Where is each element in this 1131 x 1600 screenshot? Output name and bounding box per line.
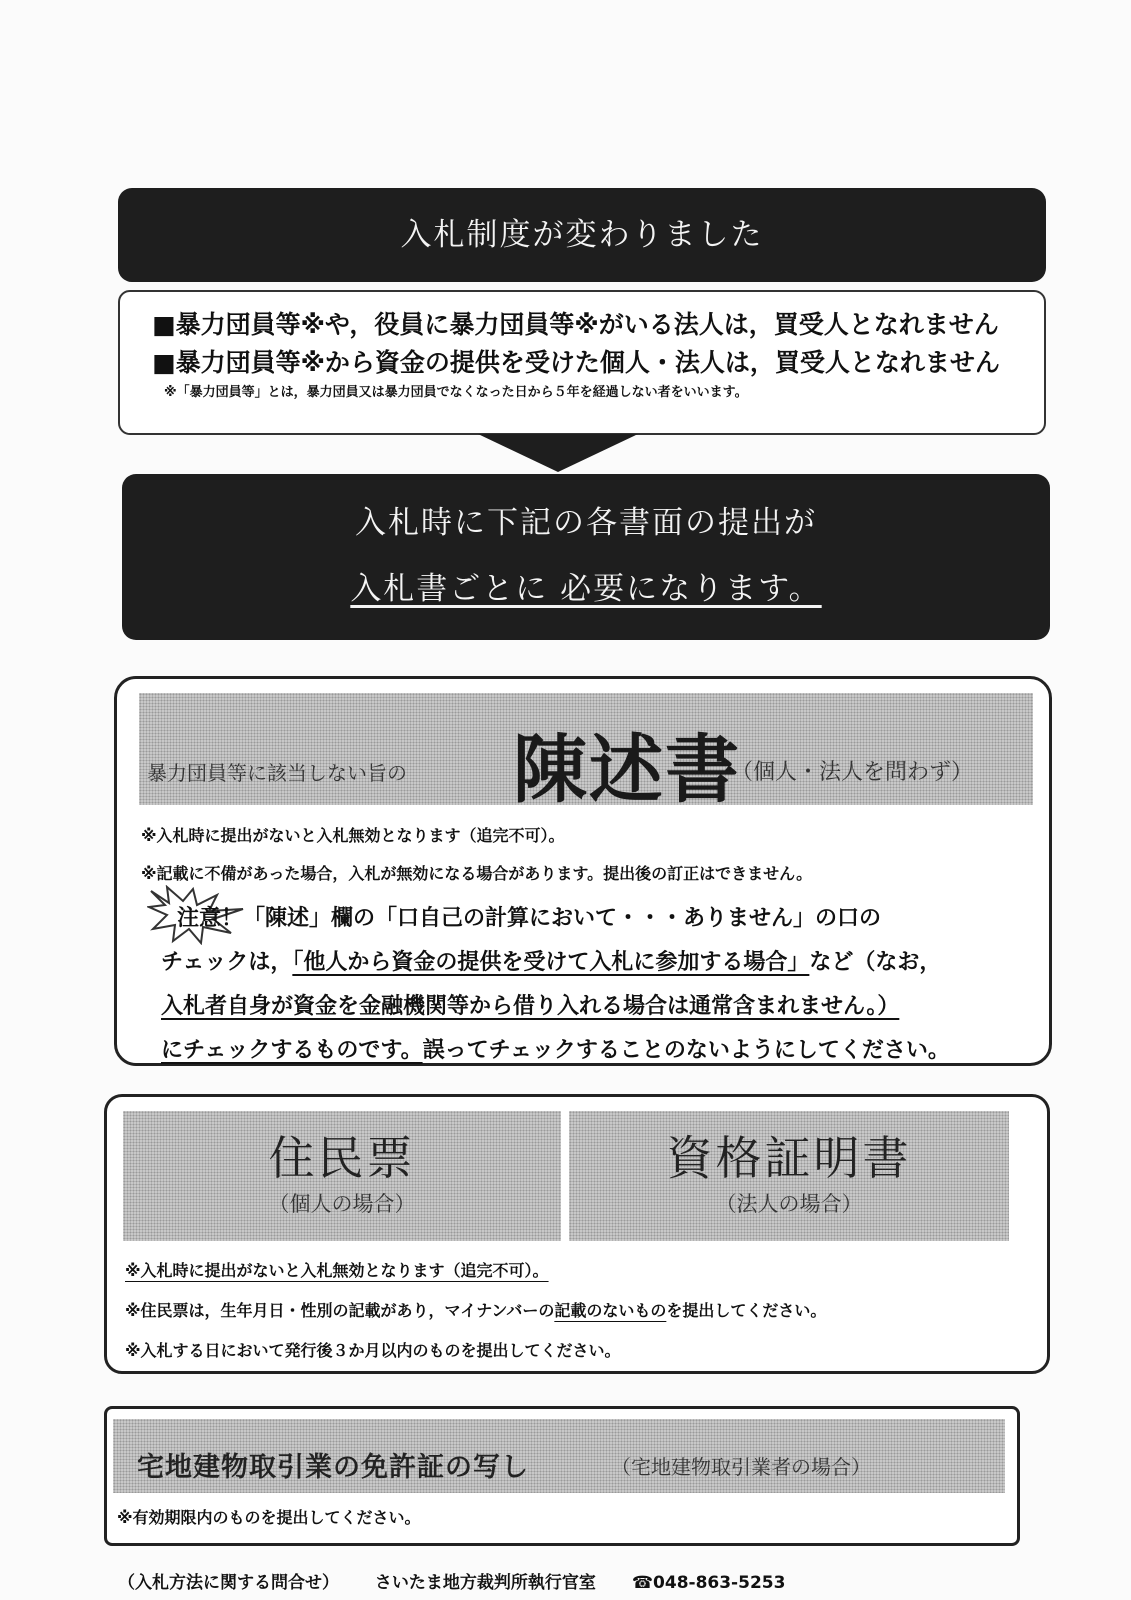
caution-line-1: 「陳述」欄の「口自己の計算において・・・ありません」の口の (243, 906, 882, 931)
license-header (113, 1419, 1005, 1493)
header-title: 入札制度が変わりました (400, 217, 764, 253)
statement-note-2: ※記載に不備があった場合，入札が無効になる場合があります。提出後の訂正はできません。 (141, 864, 813, 883)
caution-block (161, 897, 1031, 1073)
documents-note-2c: を提出してください。 (666, 1301, 827, 1320)
statement-suffix: （個人・法人を問わず） (731, 760, 974, 785)
requirement-line-2: 入札書ごとに 必要になります。 (350, 571, 822, 607)
footer-phone: 048-863-5253 (653, 1573, 786, 1593)
documents-note-2b: 記載のないもの (554, 1301, 667, 1320)
resident-card-title: 住民票 (268, 1131, 416, 1185)
qualification-title: 資格証明書 (666, 1131, 912, 1185)
caution-line-2c: など（なお， (809, 950, 942, 975)
resident-card-panel (123, 1111, 561, 1241)
caution-line-3: 入札者自身が資金を金融機関等から借り入れる場合は通常含まれません。） (161, 994, 900, 1019)
documents-note-3: ※入札する日において発行後３か月以内のものを提出してください。 (125, 1341, 621, 1360)
qualification-panel (569, 1111, 1009, 1241)
license-sub: （宅地建物取引業者の場合） (611, 1455, 871, 1479)
requirement-line-1: 入札時に下記の各書面の提出が (355, 505, 817, 541)
rule-box (118, 290, 1046, 435)
statement-prefix: 暴力団員等に該当しない旨の (147, 761, 407, 785)
down-arrow-icon (478, 434, 638, 472)
footer-inquiry: （入札方法に関する問合せ） (118, 1573, 339, 1593)
license-box (104, 1406, 1020, 1546)
caution-label: 注意！ (177, 906, 244, 931)
license-note: ※有効期限内のものを提出してください。 (117, 1508, 421, 1527)
documents-note-2a: ※住民票は，生年月日・性別の記載があり，マイナンバーの (125, 1301, 555, 1320)
requirement-banner (122, 474, 1050, 640)
documents-note-1: ※入札時に提出がないと入札無効となります（追完不可）。 (125, 1261, 549, 1280)
rule-footnote: ※「暴力団員等」とは，暴力団員又は暴力団員でなくなった日から５年を経過しない者をいいます。 (164, 385, 748, 400)
header-banner (118, 188, 1046, 282)
caution-line-2b: 「他人から資金の提供を受けて入札に参加する場合」 (292, 950, 810, 975)
statement-note-1: ※入札時に提出がないと入札無効となります（追完不可）。 (141, 826, 565, 845)
documents-box (104, 1094, 1050, 1374)
license-title: 宅地建物取引業の免許証の写し (137, 1452, 529, 1483)
statement-header (139, 693, 1033, 813)
caution-line-4b: 誤ってチェックすることのないようにしてください。 (422, 1038, 950, 1063)
telephone-icon: ☎ (631, 1573, 654, 1593)
qualification-sub: （法人の場合） (715, 1192, 863, 1216)
resident-card-sub: （個人の場合） (268, 1192, 416, 1216)
footer-office: さいたま地方裁判所執行官室 (374, 1573, 596, 1593)
statement-box (114, 676, 1052, 1066)
statement-title: 陳述書 (513, 727, 741, 813)
caution-line-2a: チェックは， (161, 950, 293, 975)
footer-contact (118, 1568, 815, 1593)
rule-line-1: ■暴力団員等※や，役員に暴力団員等※がいる法人は，買受人となれません (152, 310, 999, 339)
rule-line-2: ■暴力団員等※から資金の提供を受けた個人・法人は，買受人となれません (152, 348, 1000, 377)
caution-line-4a: にチェックするものです。 (161, 1038, 423, 1063)
